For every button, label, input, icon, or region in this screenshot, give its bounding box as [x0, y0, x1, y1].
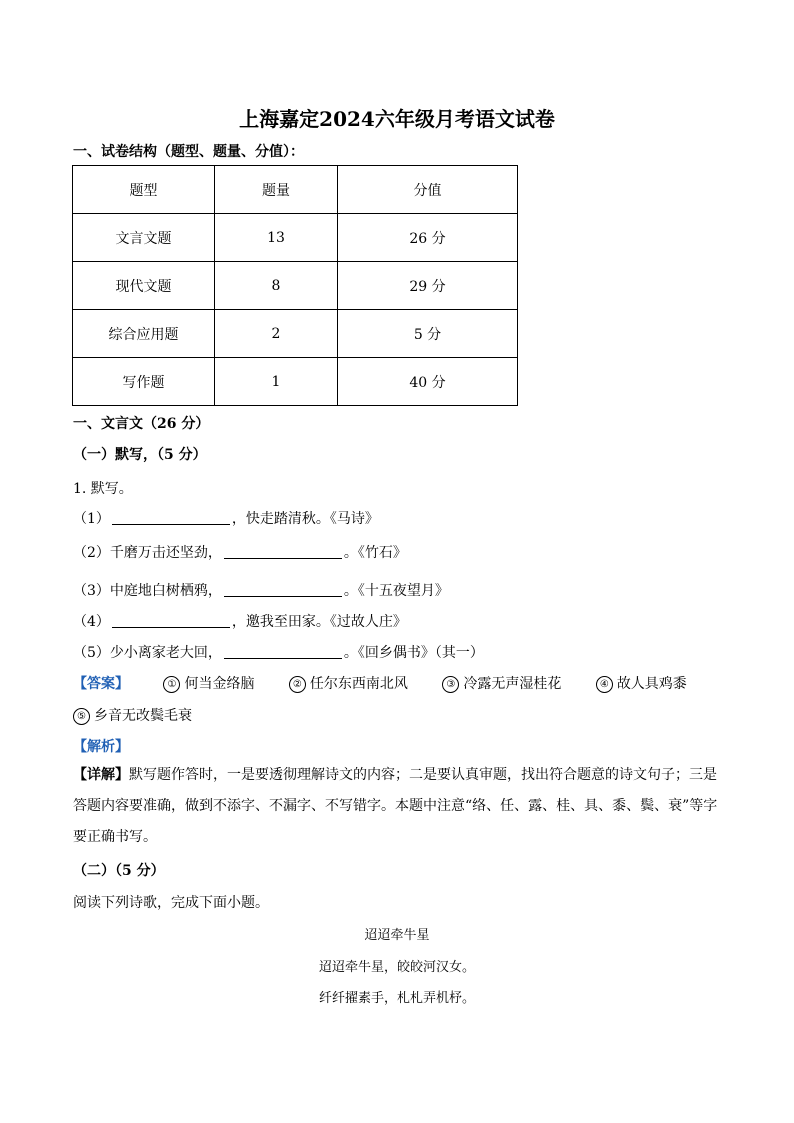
part2-intro: 阅读下列诗歌，完成下面小题。	[73, 895, 269, 911]
answer-blank[interactable]	[112, 510, 230, 525]
item-after: ，快走踏清秋。《马诗》	[231, 511, 379, 527]
table-cell: 2	[215, 310, 338, 358]
answer-number: ②	[289, 676, 306, 693]
detail-paragraph	[73, 760, 723, 853]
item-number: （3）	[73, 583, 110, 599]
table-row	[73, 310, 518, 358]
answer-blank[interactable]	[224, 582, 342, 597]
answer-text: 冷露无声湿桂花	[463, 676, 562, 692]
item-before: 中庭地白树栖鸦，	[109, 583, 222, 599]
structure-table	[72, 165, 518, 406]
poem-line: 纤纤擢素手，札札弄机杼。	[318, 991, 475, 1006]
item-number: （4）	[73, 614, 110, 630]
table-header: 题量	[215, 166, 338, 214]
answer-number: ⑤	[73, 708, 90, 725]
table-cell: 8	[215, 262, 338, 310]
answer-text: 任尔东西南北风	[309, 676, 408, 692]
table-row	[73, 214, 518, 262]
answer-blank[interactable]	[112, 613, 230, 628]
table-header-row	[73, 166, 518, 214]
answer-number: ④	[596, 676, 613, 693]
table-cell: 29 分	[338, 262, 518, 310]
table-row	[73, 262, 518, 310]
poem-title: 迢迢牵牛星	[364, 928, 430, 943]
recitation-item	[73, 542, 407, 562]
table-cell: 文言文题	[73, 214, 215, 262]
detail-text: 默写题作答时，一是要透彻理解诗文的内容；二是要认真审题，找出符合题意的诗文句子；三是答题内容要准确，做到不添字、不漏字、不写错字。本题中注意“络、任、露、桂、具、黍、鬓、衰”等字要正确书写。	[73, 767, 718, 845]
table-cell: 40 分	[338, 358, 518, 406]
table-header: 题型	[73, 166, 215, 214]
answer-text: 乡音无改鬓毛衰	[94, 708, 192, 724]
part2-heading: （二）（5 分）	[73, 863, 165, 879]
answer-item	[442, 676, 561, 692]
section-structure-heading: 一、试卷结构（题型、题量、分值）：	[73, 144, 304, 160]
answer-blank[interactable]	[224, 544, 342, 559]
table-row	[73, 358, 518, 406]
answer-line	[73, 673, 687, 693]
answer-item	[163, 676, 254, 692]
item-after: ，邀我至田家。《过故人庄》	[231, 614, 407, 630]
item-number: （2）	[73, 545, 110, 561]
poem-line: 迢迢牵牛星，皎皎河汉女。	[318, 960, 475, 975]
answer-number: ①	[163, 676, 180, 693]
question-1: 1. 默写。	[73, 481, 133, 497]
section-classical-heading: 一、文言文（26 分）	[73, 416, 210, 432]
item-number: （5）	[73, 645, 110, 661]
item-before: 少小离家老大回，	[109, 645, 222, 661]
part1-heading: （一）默写，（5 分）	[73, 447, 207, 463]
recitation-item	[73, 508, 379, 528]
recitation-item	[73, 580, 449, 600]
answer-number: ③	[442, 676, 459, 693]
answer-blank[interactable]	[224, 644, 342, 659]
table-cell: 现代文题	[73, 262, 215, 310]
recitation-item	[73, 611, 407, 631]
answer-label: 【答案】	[73, 676, 129, 692]
answer-line-2	[73, 705, 192, 725]
item-after: 。《回乡偶书》（其一）	[343, 645, 484, 661]
table-cell: 综合应用题	[73, 310, 215, 358]
answer-text: 何当金络脑	[184, 676, 255, 692]
analysis-label: 【解析】	[73, 739, 129, 755]
answer-text: 故人具鸡黍	[616, 676, 687, 692]
table-cell: 26 分	[338, 214, 518, 262]
item-number: （1）	[73, 511, 110, 527]
table-header: 分值	[338, 166, 518, 214]
item-before: 千磨万击还坚劲，	[109, 545, 222, 561]
table-cell: 5 分	[338, 310, 518, 358]
table-cell: 写作题	[73, 358, 215, 406]
detail-label: 【详解】	[73, 767, 129, 783]
item-after: 。《竹石》	[343, 545, 407, 561]
answer-item	[289, 676, 408, 692]
table-cell: 1	[215, 358, 338, 406]
table-cell: 13	[215, 214, 338, 262]
item-after: 。《十五夜望月》	[343, 583, 449, 599]
page-title: 上海嘉定2024六年级月考语文试卷	[239, 107, 555, 131]
answer-item	[596, 676, 687, 692]
recitation-item	[73, 642, 484, 662]
